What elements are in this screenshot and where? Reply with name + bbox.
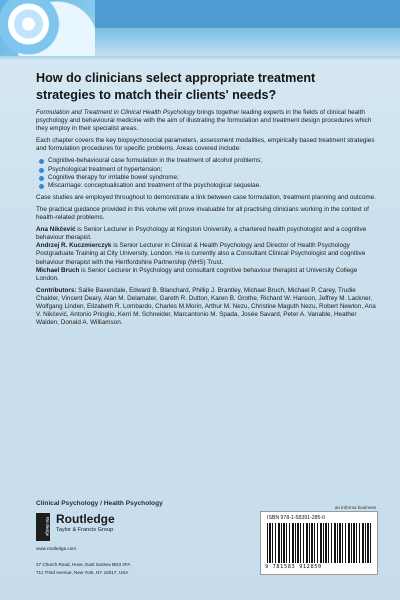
- list-item: Psychological treatment of hypertension;: [36, 166, 376, 174]
- publisher-name: Routledge: [56, 512, 115, 526]
- headline: How do clinicians select appropriate treatment strategies to match their clients' needs?: [36, 71, 316, 102]
- top-color-bar: [95, 0, 400, 28]
- areas-list: [36, 157, 376, 189]
- bullet-icon: [39, 168, 44, 173]
- description-body: [36, 109, 376, 331]
- informa-tagline: an informa business: [334, 505, 376, 510]
- author-bio: is Senior Lecturer in Psychology at Kingston University, a chartered health psychologist and a cognitive behaviour therapist.: [36, 226, 367, 242]
- contributors-paragraph: [36, 287, 376, 327]
- case-studies-paragraph: Case studies are employed throughout to demonstrate a link between case formulation, treatment planning and outcome.: [36, 193, 376, 201]
- publisher-address-us: 711 Third Avenue, New York, NY 10017, USA: [36, 570, 129, 575]
- barcode-digits: 9 781583 912850: [265, 564, 322, 570]
- band-fade: [0, 56, 400, 60]
- author-name: Michael Bruch: [36, 266, 80, 274]
- bullet-icon: [39, 159, 44, 164]
- intro-paragraph: [36, 109, 376, 133]
- barcode-bars: [267, 523, 371, 563]
- bullet-icon: [39, 176, 44, 181]
- publisher-group: Taylor & Francis Group: [56, 527, 114, 533]
- author-name: Andrzej R. Kuczmierczyk: [36, 242, 112, 250]
- publisher-logo: [36, 512, 186, 544]
- list-item: Miscarriage: conceptualisation and treatment of the psychological sequelae.: [36, 182, 376, 190]
- contributors-list: Sallie Baxendale, Edward B. Blanchard, Phillip J. Brantley, Michael Bruch, Michael P. Carey, Trudie Chalder, Vincent Deary, Alan M. Delamater, Gareth R. Dutton, Karen B. Grothe, Richard W. Hanson, Jeffrey M. Lackner, Wolfgang Linden, Elizabeth R. Lombardo, Charles M.Morin, Arthur M. Nezu, Christine Maguth Nezu, Robert Newton, Ana V. Nikčević, Antonio Prioglio, Kerri M. Schneider, Marcantonio M. Spada, Josée Savard, Peter A. Vanable, Heather Walden, Donald A. Williamson.: [36, 286, 376, 327]
- subject-category: Clinical Psychology / Health Psychology: [36, 500, 163, 507]
- list-item: Cognitive-behavioural case formulation in the treatment of alcohol problems;: [36, 157, 376, 165]
- barcode: [260, 511, 378, 575]
- publisher-url: www.routledge.com: [36, 546, 77, 551]
- bio-paragraph: [36, 226, 376, 283]
- swirl-artwork: [0, 0, 95, 60]
- author-name: Ana Nikčević: [36, 226, 76, 234]
- author-bio: is Senior Lecturer in Clinical & Health Psychology and Director of Health Psychology Postgraduate Training at City University, London. He is currently also a Consultant Clinical Psychologist and cognitive behaviour therapist with the Hertfordshire Partnership (NHS) Trust.: [36, 242, 366, 266]
- chapter-paragraph: Each chapter covers the key biopsychosocial parameters, assessment modalities, empirically based treatment strategies and formulation procedures for specific problems. Areas covered include:: [36, 137, 375, 153]
- book-title: Formulation and Treatment in Clinical Health Psychology: [36, 109, 196, 116]
- author-bio: is Senior Lecturer in Psychology and consultant cognitive behaviour therapist at University College London.: [36, 266, 358, 282]
- isbn-number: ISBN 978-1-58391-285-0: [267, 515, 325, 521]
- routledge-logo-icon: Routledge: [36, 513, 50, 541]
- list-item: Cognitive therapy for irritable bowel syndrome;: [36, 174, 376, 182]
- intro-text: brings together leading experts in the fields of clinical health psychology and behavioural medicine with the aim of illustrating the formulation and treatment design procedures which they employ in their specialist areas.: [36, 109, 372, 133]
- guidance-paragraph: The practical guidance provided in this volume will prove invaluable for all practising clinicians working in the context of health-related problems.: [36, 205, 369, 222]
- top-banner: [0, 0, 400, 60]
- bullet-icon: [39, 184, 44, 189]
- contributors-label: Contributors:: [36, 286, 77, 294]
- publisher-address-uk: 27 Church Road, Hove, East Sussex BN3 2FA: [36, 562, 131, 567]
